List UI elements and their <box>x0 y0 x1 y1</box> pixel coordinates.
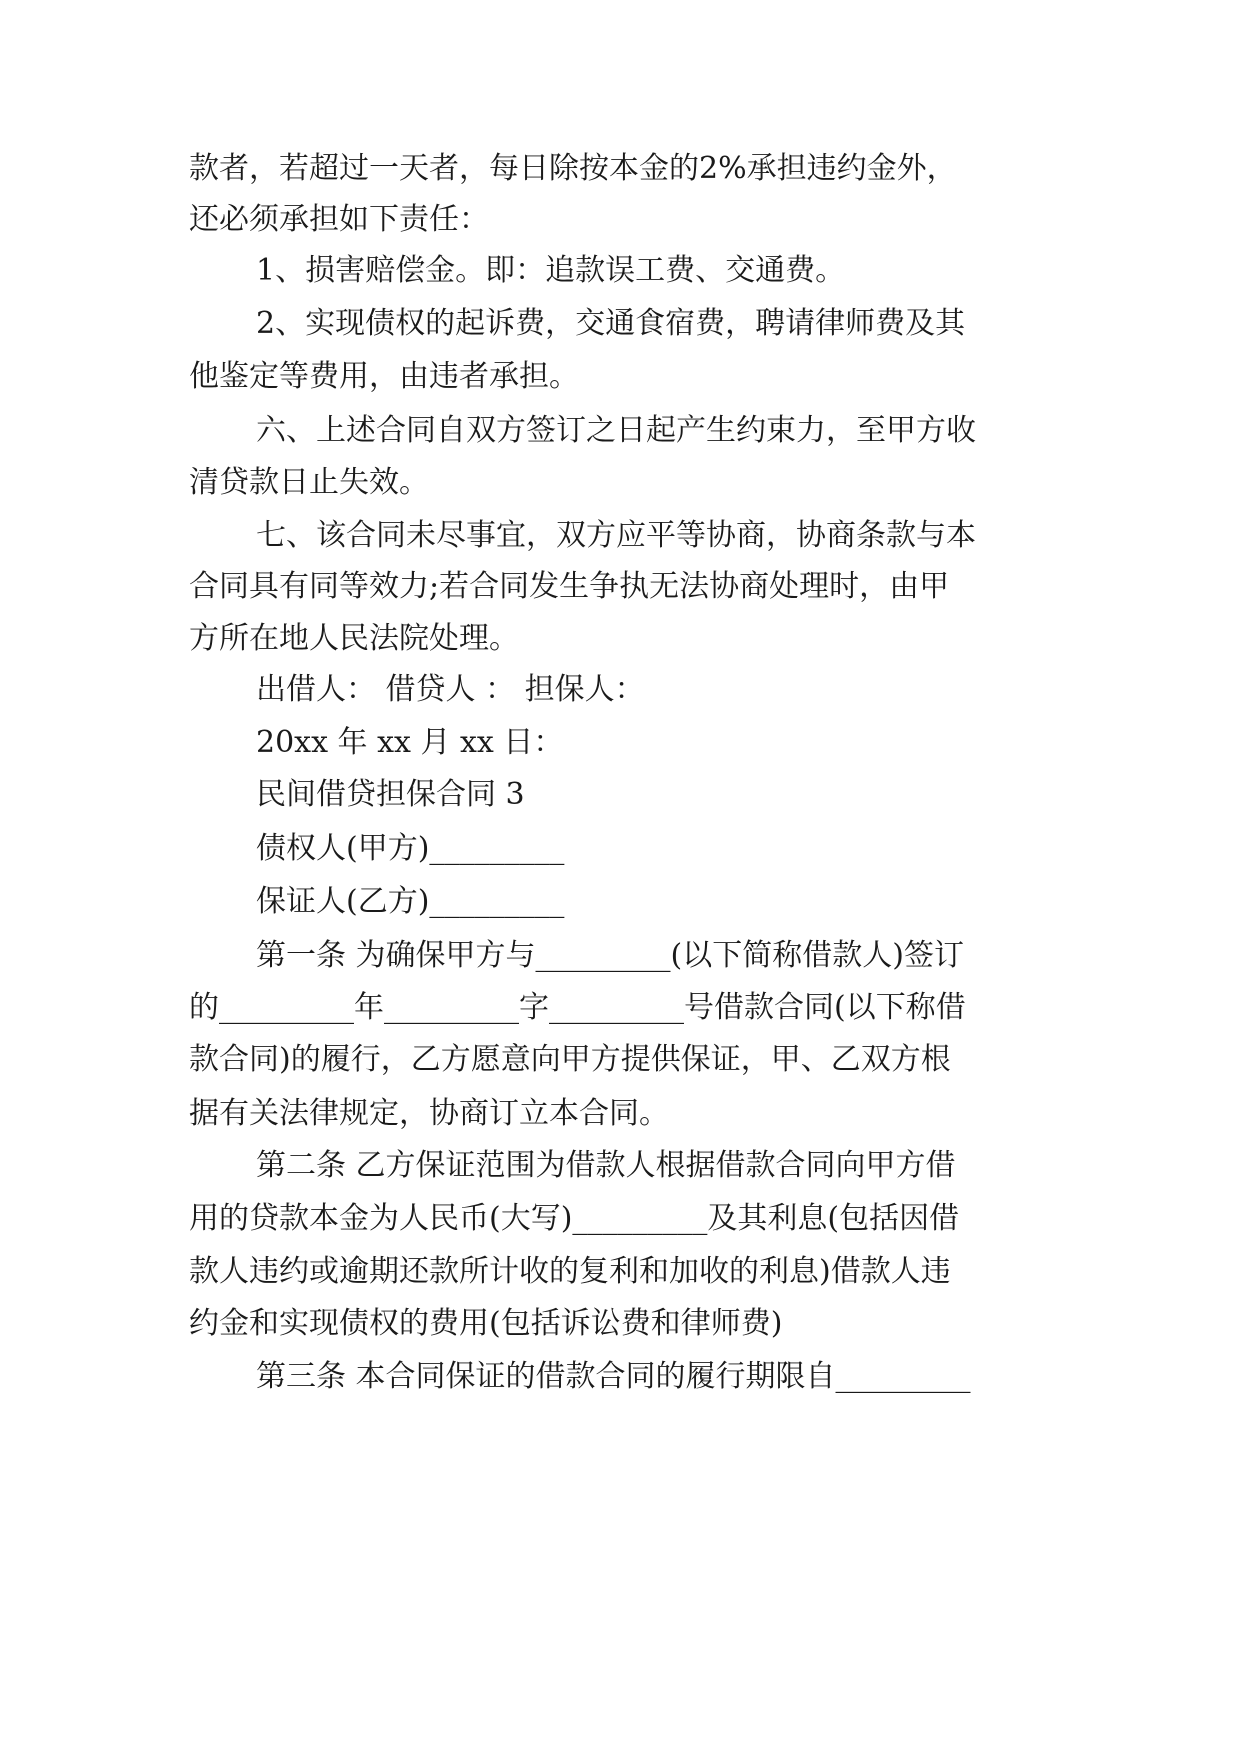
text-line <box>189 149 1069 189</box>
date-line: 20xx 年 xx 月 xx 日： <box>256 725 564 760</box>
text-line: 第一条 为确保甲方与_________(以下简称借款人)签订 <box>256 938 964 973</box>
text-line: 用的贷款本金为人民币(大写)_________及其利息(包括因借 <box>189 1201 960 1236</box>
text-line: 2、实现债权的起诉费，交通食宿费，聘请律师费及其 <box>256 306 966 341</box>
text-line: 六、上述合同自双方签订之日起产生约束力，至甲方收 <box>256 413 976 448</box>
guarantor-line: 保证人(乙方)_________ <box>256 884 565 919</box>
text-line: 款合同)的履行，乙方愿意向甲方提供保证，甲、乙双方根 <box>189 1042 951 1077</box>
text-line: 的_________年_________字_________号借款合同(以下称借 <box>189 990 966 1025</box>
section-title: 民间借贷担保合同 3 <box>256 777 525 812</box>
text-line: 1、损害赔偿金。即：追款误工费、交通费。 <box>256 253 846 288</box>
text-line: 款人违约或逾期还款所计收的复利和加收的利息)借款人违 <box>189 1254 951 1289</box>
text-line: 合同具有同等效力;若合同发生争执无法协商处理时，由甲 <box>189 569 950 604</box>
text-line: 约金和实现债权的费用(包括诉讼费和律师费) <box>189 1306 783 1341</box>
text-line: 方所在地人民法院处理。 <box>189 621 519 656</box>
text-line: 第三条 本合同保证的借款合同的履行期限自_________ <box>256 1359 971 1394</box>
text-line: 七、该合同未尽事宜，双方应平等协商，协商条款与本 <box>256 518 976 553</box>
text-line: 清贷款日止失效。 <box>189 465 429 500</box>
text-line-content: 款者，若超过一天者，每日除按本金的2%承担违约金外， <box>189 151 957 186</box>
text-line: 第二条 乙方保证范围为借款人根据借款合同向甲方借 <box>256 1148 956 1183</box>
signature-line: 出借人： 借贷人 ： 担保人： <box>256 672 645 707</box>
text-line: 他鉴定等费用，由违者承担。 <box>189 359 579 394</box>
text-line: 还必须承担如下责任： <box>189 202 489 237</box>
creditor-line: 债权人(甲方)_________ <box>256 831 565 866</box>
text-line: 据有关法律规定，协商订立本合同。 <box>189 1096 669 1131</box>
